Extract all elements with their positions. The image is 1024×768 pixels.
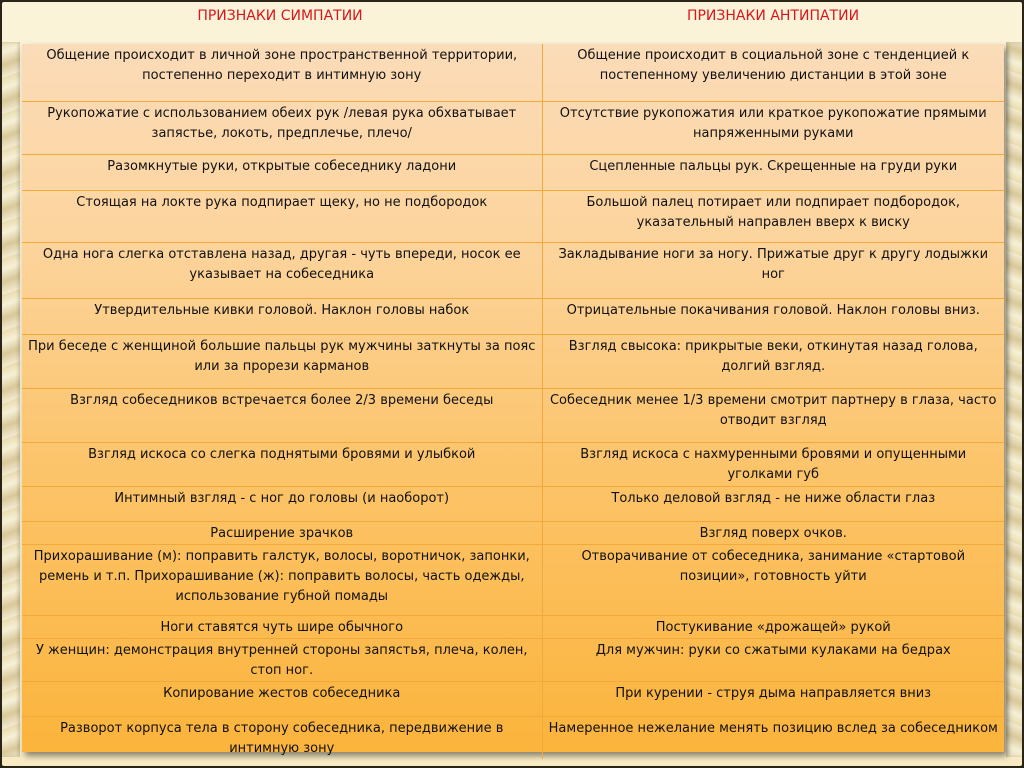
sympathy-cell: Стоящая на локте рука подпирает щеку, но не подбородок — [22, 190, 542, 242]
sympathy-cell: Разомкнутые руки, открытые собеседнику ладони — [22, 154, 542, 190]
antipathy-cell: При курении - струя дыма направляется вниз — [542, 681, 1004, 716]
antipathy-cell: Отсутствие рукопожатия или краткое рукопожатие прямыми напряженными руками — [542, 101, 1004, 154]
column-headers — [20, 8, 1006, 32]
table-row — [22, 190, 1004, 242]
table-row — [22, 615, 1004, 638]
sympathy-cell: Рукопожатие с использованием обеих рук /левая рука обхватывает запястье, локоть, предплечье, плечо/ — [22, 101, 542, 154]
antipathy-cell: Большой палец потирает или подпирает подбородок, указательный направлен вверх к виску — [542, 190, 1004, 242]
antipathy-cell: Намеренное нежелание менять позицию вслед за собеседником — [542, 716, 1004, 759]
sympathy-cell: Взгляд собеседников встречается более 2/3 времени беседы — [22, 388, 542, 442]
sympathy-cell: Интимный взгляд - с ног до головы (и наоборот) — [22, 486, 542, 521]
sympathy-cell: Разворот корпуса тела в сторону собеседника, передвижение в интимную зону — [22, 716, 542, 759]
table-row — [22, 442, 1004, 486]
table-row — [22, 521, 1004, 544]
table-row — [22, 44, 1004, 101]
sympathy-cell: У женщин: демонстрация внутренней стороны запястья, плеча, колен, стоп ног. — [22, 638, 542, 681]
table-row — [22, 544, 1004, 615]
sympathy-cell: При беседе с женщиной большие пальцы рук мужчины заткнуты за пояс или за прорези карманов — [22, 334, 542, 388]
antipathy-cell: Отворачивание от собеседника, занимание «стартовой позиции», готовность уйти — [542, 544, 1004, 615]
antipathy-cell: Общение происходит в социальной зоне с тенденцией к постепенному увеличению дистанции в этой зоне — [542, 44, 1004, 101]
comparison-table — [22, 44, 1004, 756]
antipathy-cell: Взгляд поверх очков. — [542, 521, 1004, 544]
antipathy-cell: Собеседник менее 1/3 времени смотрит партнеру в глаза, часто отводит взгляд — [542, 388, 1004, 442]
sympathy-cell: Общение происходит в личной зоне пространственной территории, постепенно переходит в интимную зону — [22, 44, 542, 101]
table-row — [22, 101, 1004, 154]
header-sympathy: ПРИЗНАКИ СИМПАТИИ — [197, 8, 363, 24]
table-row — [22, 298, 1004, 334]
table-row — [22, 638, 1004, 681]
sympathy-cell: Прихорашивание (м): поправить галстук, волосы, воротничок, запонки, ремень и т.п. Прихорашивание (ж): поправить волосы, часть одежды, использование губной помады — [22, 544, 542, 615]
antipathy-cell: Взгляд свысока: прикрытые веки, откинутая назад голова, долгий взгляд. — [542, 334, 1004, 388]
antipathy-cell: Отрицательные покачивания головой. Наклон головы вниз. — [542, 298, 1004, 334]
antipathy-cell: Закладывание ноги за ногу. Прижатые друг к другу лодыжки ног — [542, 242, 1004, 298]
antipathy-cell: Взгляд искоса с нахмуренными бровями и опущенными уголками губ — [542, 442, 1004, 486]
antipathy-cell: Только деловой взгляд - не ниже области глаз — [542, 486, 1004, 521]
sympathy-cell: Расширение зрачков — [22, 521, 542, 544]
decorative-stripe-left — [2, 42, 20, 757]
antipathy-cell: Постукивание «дрожащей» рукой — [542, 615, 1004, 638]
sympathy-cell: Одна нога слегка отставлена назад, другая - чуть впереди, носок ее указывает на собеседника — [22, 242, 542, 298]
table-row — [22, 681, 1004, 716]
antipathy-cell: Для мужчин: руки со сжатыми кулаками на бедрах — [542, 638, 1004, 681]
table-row — [22, 242, 1004, 298]
table-row — [22, 154, 1004, 190]
slide — [2, 2, 1022, 766]
decorative-stripe-right — [1006, 42, 1022, 757]
table-row — [22, 486, 1004, 521]
table-row — [22, 716, 1004, 759]
header-antipathy: ПРИЗНАКИ АНТИПАТИИ — [686, 8, 860, 24]
sympathy-cell: Копирование жестов собеседника — [22, 681, 542, 716]
sympathy-cell: Взгляд искоса со слегка поднятыми бровями и улыбкой — [22, 442, 542, 486]
table-row — [22, 388, 1004, 442]
sympathy-cell: Ноги ставятся чуть шире обычного — [22, 615, 542, 638]
table-row — [22, 334, 1004, 388]
antipathy-cell: Сцепленные пальцы рук. Скрещенные на груди руки — [542, 154, 1004, 190]
sympathy-cell: Утвердительные кивки головой. Наклон головы набок — [22, 298, 542, 334]
